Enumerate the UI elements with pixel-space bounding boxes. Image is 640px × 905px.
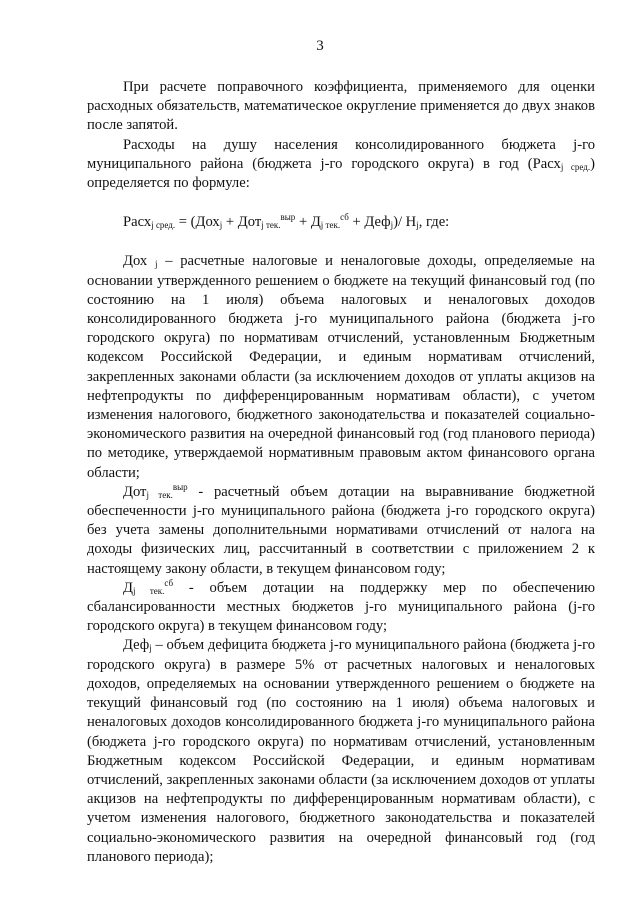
term: Д [123,579,133,596]
paragraph-expenses-intro [87,136,595,194]
formula-part: )/ Н [393,214,417,231]
definition-text: - объем дотации на поддержку мер по обеспечению сбалансированности местных бюджетов j-го муниципального района (j-го городского округа) в текущем финансовом году; [87,579,595,635]
formula-part: + Дот [222,214,262,231]
term-superscript: сб [164,577,174,588]
paragraph-income-definition [87,252,595,482]
formula-subscript: j [390,220,394,231]
formula-subscript: j [219,220,223,231]
subscript: j сред. [560,161,591,172]
term-subscript: j [154,259,158,270]
formula-part: + Д [295,214,321,231]
formula-subscript: j тек. [320,220,341,231]
term: Дох [123,253,155,270]
page-number: 3 [316,38,324,54]
paragraph-rounding [87,78,595,136]
paragraph-grant-definition [87,483,595,579]
definition-text: – объем дефицита бюджета j-го муниципального района (бюджета j-го городского округа) в размере 5% от расчетных налоговых и неналоговых доходов, определяемых на основании утвержденного решением о бюджете на текущий финансовый год (по состоянию на 1 июля) объема налоговых и неналоговых доходов консолидированного бюджета j-го муниципального района (бюджета j-го городского округа) по нормативам отчислений, установленным Бюджетным кодексом Российской Федерации, и единым нормативам отчислений, закрепленных законами области (за исключением доходов от уплаты акцизов на нефтепродукты по дифференцированным нормативам области), с учетом изменения налогового, бюджетного законодательства и показателей социально-экономического развития на очередной финансовый год (год планового периода); [87,637,595,865]
term: Дот [123,483,147,500]
formula-superscript: выр [280,212,296,223]
paragraph-expenses-text: Расходы на душу населения консолидированного бюджета j-го муниципального района (бюджета j-го городского округа) в год (Расх [87,136,595,172]
formula-part: , где: [418,214,450,231]
definition-text: – расчетные налоговые и неналоговые доходы, определяемые на основании утвержденного решением о бюджете на текущий финансовый год (по состоянию на 1 июля) объема налоговых и неналоговых доходов консолидированного бюджета j-го муниципального района (бюджета j-го городского округа) по нормативам отчислений, установленным Бюджетным кодексом Российской Федерации, и единым нормативам отчислений, закрепленных законами области (за исключением доходов от уплаты акцизов на нефтепродукты по дифференцированным нормативам области), с учетом изменения налогового, бюджетного законодательства и показателей социально-экономического развития на очередной финансовый год (год планового периода) по методике, утверждаемой нормативным правовым актом финансового органа области; [87,253,595,481]
term: Деф [123,637,150,654]
formula-subscript: j сред. [151,220,176,231]
paragraph-rounding-text: При расчете поправочного коэффициента, применяемого для оценки расходных обязательств, математическое округление применяется до двух знаков после запятой. [87,79,595,134]
formula-subscript: j тек. [261,220,281,231]
term-subscript: j тек. [146,489,173,500]
formula-part: Расх [123,214,152,231]
paragraph-balance-grant-definition [87,579,595,637]
term-subscript: j тек. [132,585,165,596]
term-subscript: j [149,643,152,654]
formula [87,213,595,232]
text-body [87,78,595,867]
definition-text: - расчетный объем дотации на выравнивание бюджетной обеспеченности j-го муниципального района (бюджета j-го городского округа) без учета замены дополнительными нормативами отчислений от налога на доходы физических лиц, рассчитанный в соответствии с приложением 2 к настоящему закону области, в текущем финансовом году; [87,483,595,577]
term-superscript: выр [172,481,188,492]
formula-part: = (Дох [175,214,220,231]
paragraph-expenses-text-end: ) определяется по формуле: [87,155,595,192]
formula-subscript: j [416,220,419,231]
formula-part: + Деф [348,214,391,231]
formula-superscript: сб [340,212,349,223]
paragraph-deficit-definition [87,636,595,866]
